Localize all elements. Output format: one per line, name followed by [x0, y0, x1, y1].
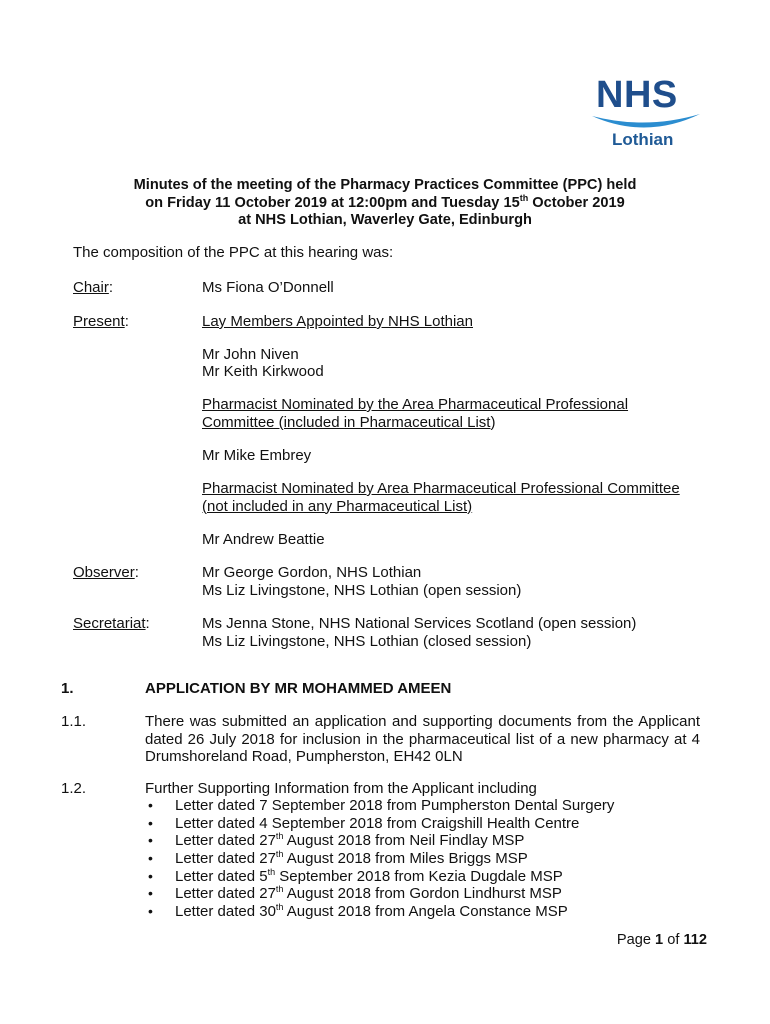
list-item: • Letter dated 5th September 2018 from Kezia Dugdale MSP — [145, 868, 614, 886]
page-number: Page 1 of 112 — [616, 932, 707, 948]
paragraph-text: There was submitted an application and supporting documents from the Applicant dated 26 July 2018 for inclusion in the pharmaceutical list of a new pharmacy at 4 Drumshoreland Road, Pumpherston, EH42 0LN — [145, 713, 700, 765]
logo-swoosh-icon — [590, 110, 702, 132]
logo-region: Lothian — [612, 130, 674, 149]
present-label: Present: — [73, 313, 129, 330]
pharmacist-heading-not-included: Pharmacist Nominated by Area Pharmaceutical Professional Committee (not included in any Pharmaceutical List) — [202, 480, 680, 515]
list-item: • Letter dated 27th August 2018 from Gordon Lindhurst MSP — [145, 885, 614, 903]
list-item: • Letter dated 27th August 2018 from Miles Briggs MSP — [145, 850, 614, 868]
list-item: • Letter dated 27th August 2018 from Neil Findlay MSP — [145, 832, 614, 850]
title-line-1: Minutes of the meeting of the Pharmacy Practices Committee (PPC) held — [133, 177, 637, 193]
section-number: 1. — [61, 680, 74, 697]
logo-brand: NHS — [596, 74, 678, 116]
list-item: • Letter dated 7 September 2018 from Pumpherston Dental Surgery — [145, 797, 614, 815]
title-line-3: at NHS Lothian, Waverley Gate, Edinburgh — [238, 212, 532, 228]
list-item: • Letter dated 4 September 2018 from Craigshill Health Centre — [145, 815, 614, 833]
list-item: • Letter dated 30th August 2018 from Angela Constance MSP — [145, 903, 614, 921]
pharmacist-member-included: Mr Mike Embrey — [202, 447, 312, 464]
chair-value: Ms Fiona O’Donnell — [202, 279, 334, 296]
lay-member: Mr John Niven — [202, 346, 299, 363]
paragraph-text: Further Supporting Information from the Applicant including — [145, 780, 537, 797]
secretariat-label: Secretariat: — [73, 615, 150, 632]
title-line-2: on Friday 11 October 2019 at 12:00pm and Tuesday 15th October 2019 — [145, 192, 625, 211]
paragraph-number: 1.1. — [61, 713, 87, 730]
observer-label: Observer: — [73, 564, 139, 581]
document-title — [60, 177, 710, 230]
observer-values: Mr George Gordon, NHS Lothian Ms Liz Livingstone, NHS Lothian (open session) — [202, 564, 522, 599]
supporting-letters-list — [145, 797, 614, 921]
nhs-lothian-logo — [590, 76, 705, 154]
lay-members-heading: Lay Members Appointed by NHS Lothian — [202, 313, 473, 330]
secretariat-values: Ms Jenna Stone, NHS National Services Scotland (open session) Ms Liz Livingstone, NHS Lothian (closed session) — [202, 615, 637, 650]
lay-member: Mr Keith Kirkwood — [202, 363, 324, 380]
intro-text: The composition of the PPC at this hearing was: — [73, 244, 394, 261]
chair-label: Chair: — [73, 279, 114, 296]
paragraph-number: 1.2. — [61, 780, 87, 797]
section-title: APPLICATION BY MR MOHAMMED AMEEN — [145, 680, 452, 697]
pharmacist-heading-included: Pharmacist Nominated by the Area Pharmaceutical Professional Committee (included in Pharmaceutical List) — [202, 396, 629, 431]
pharmacist-member-not-included: Mr Andrew Beattie — [202, 531, 325, 548]
